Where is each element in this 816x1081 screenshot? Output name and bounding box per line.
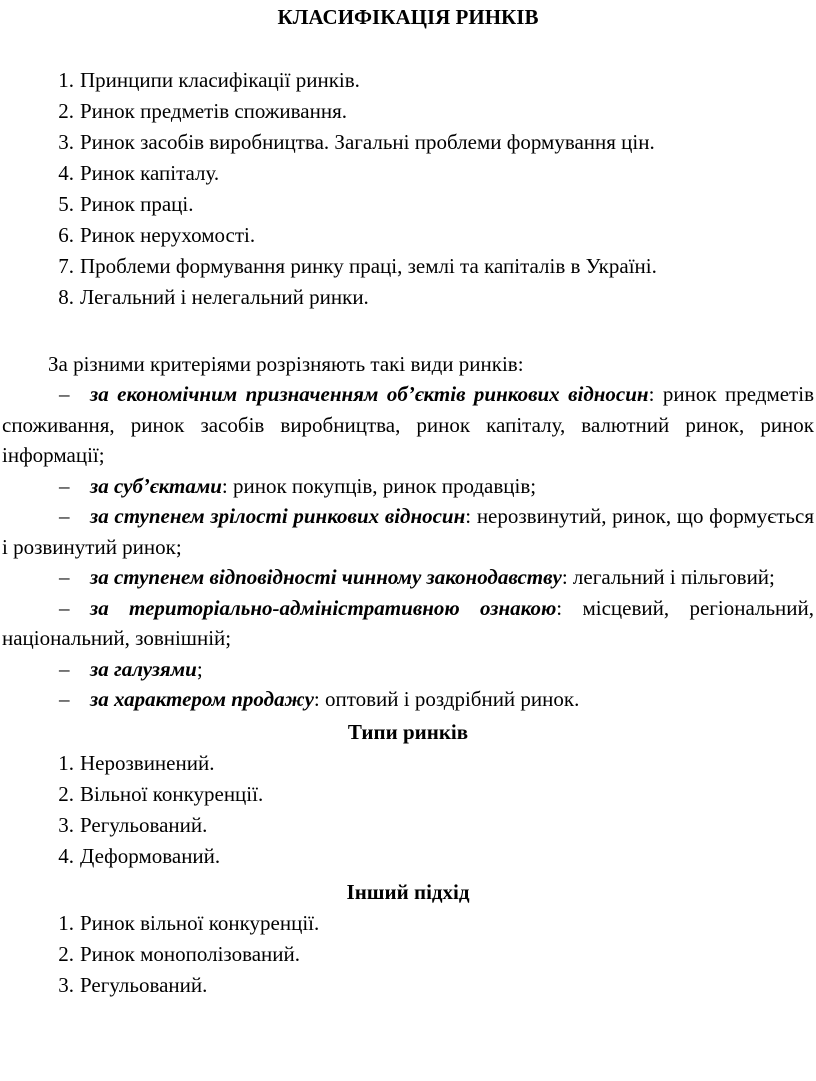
criterion-item [2,684,814,715]
list-item-number: 6. [58,223,74,247]
criterion-text: : легальний і пільговий; [561,565,775,589]
list-item-text: Проблеми формування ринку праці, землі та капіталів в Україні. [80,254,657,278]
list-item-text: Вільної конкуренції. [80,781,264,806]
criterion-text: : ринок предметів споживання, ринок засобів виробництва, ринок капіталу, валютний ринок, ринок інформації; [2,382,814,467]
list-item-text: Принципи класифікації ринків. [80,68,360,92]
criterion-label: за суб’єктами [90,473,222,498]
other-approach-heading: Інший підхід [346,879,470,904]
list-item [2,251,814,282]
list-item-number: 2. [58,99,74,123]
criterion-text: ; [196,656,203,681]
list-item-text: Регульований. [80,812,208,837]
list-item-number: 1. [58,68,74,92]
list-item-number: 1. [58,910,74,935]
criteria-list [2,379,814,715]
list-item-text: Регульований. [80,972,208,997]
list-item [2,189,814,220]
list-item-text: Ринок праці. [80,192,194,216]
list-item [2,841,814,872]
list-item [2,158,814,189]
list-item-number: 1. [58,750,74,775]
criterion-label: за територіально-адміністративною ознакою [90,595,557,620]
dash-bullet: – [59,504,70,528]
dash-bullet: – [59,656,70,681]
list-item-text: Нерозвинений. [80,750,215,775]
list-item-text: Ринок монополізований. [80,941,301,966]
dash-bullet: – [59,565,70,589]
criterion-text: : ринок покупців, ринок продавців; [221,473,537,498]
criterion-item [2,654,814,685]
list-item-number: 8. [58,285,74,309]
list-item-number: 2. [58,781,74,806]
other-approach-list [2,908,814,1001]
list-item-number: 3. [58,812,74,837]
criterion-item [2,562,814,593]
list-item-number: 3. [58,130,74,154]
criterion-label: за ступенем зрілості ринкових відносин [90,504,466,528]
dash-bullet: – [59,595,70,620]
list-item [2,908,814,939]
list-item-number: 3. [58,972,74,997]
list-item-number: 5. [58,192,74,216]
list-item [2,970,814,1001]
criterion-item [2,471,814,502]
criterion-label: за галузями [90,656,197,681]
criterion-label: за ступенем відповідності чинному законодавству [90,565,562,589]
intro-paragraph: За різними критеріями розрізняють такі види ринків: [48,352,524,376]
dash-bullet: – [59,382,70,406]
types-list [2,748,814,872]
list-item-text: Ринок предметів споживання. [80,99,347,123]
list-item [2,748,814,779]
page-title: КЛАСИФІКАЦІЯ РИНКІВ [277,5,539,29]
dash-bullet: – [59,473,70,498]
list-item [2,282,814,313]
list-item [2,127,814,158]
list-item-number: 2. [58,941,74,966]
list-item [2,65,814,96]
list-item [2,939,814,970]
list-item [2,220,814,251]
contents-list [2,65,814,313]
criterion-text: : місцевий, регіональний, національний, зовнішній; [2,595,815,650]
criterion-label: за економічним призначенням об’єктів ринкових відносин [90,382,649,406]
list-item [2,96,814,127]
types-heading: Типи ринків [347,719,469,744]
list-item-number: 4. [58,843,74,868]
list-item-text: Легальний і нелегальний ринки. [80,285,369,309]
dash-bullet: – [59,687,70,711]
criterion-text: : оптовий і роздрібний ринок. [313,687,580,711]
list-item-number: 7. [58,254,74,278]
list-item-number: 4. [58,161,74,185]
list-item [2,810,814,841]
criterion-item [2,593,814,654]
list-item-text: Ринок капіталу. [80,161,220,185]
criterion-item [2,379,814,471]
list-item-text: Ринок вільної конкуренції. [80,910,320,935]
list-item-text: Деформований. [80,843,221,868]
criterion-item [2,501,814,562]
criterion-label: за характером продажу [90,687,314,711]
criterion-text: : нерозвинутий, ринок, що формується і розвинутий ринок; [2,504,814,559]
list-item [2,779,814,810]
list-item-text: Ринок засобів виробництва. Загальні проблеми формування цін. [80,130,655,154]
list-item-text: Ринок нерухомості. [80,223,256,247]
